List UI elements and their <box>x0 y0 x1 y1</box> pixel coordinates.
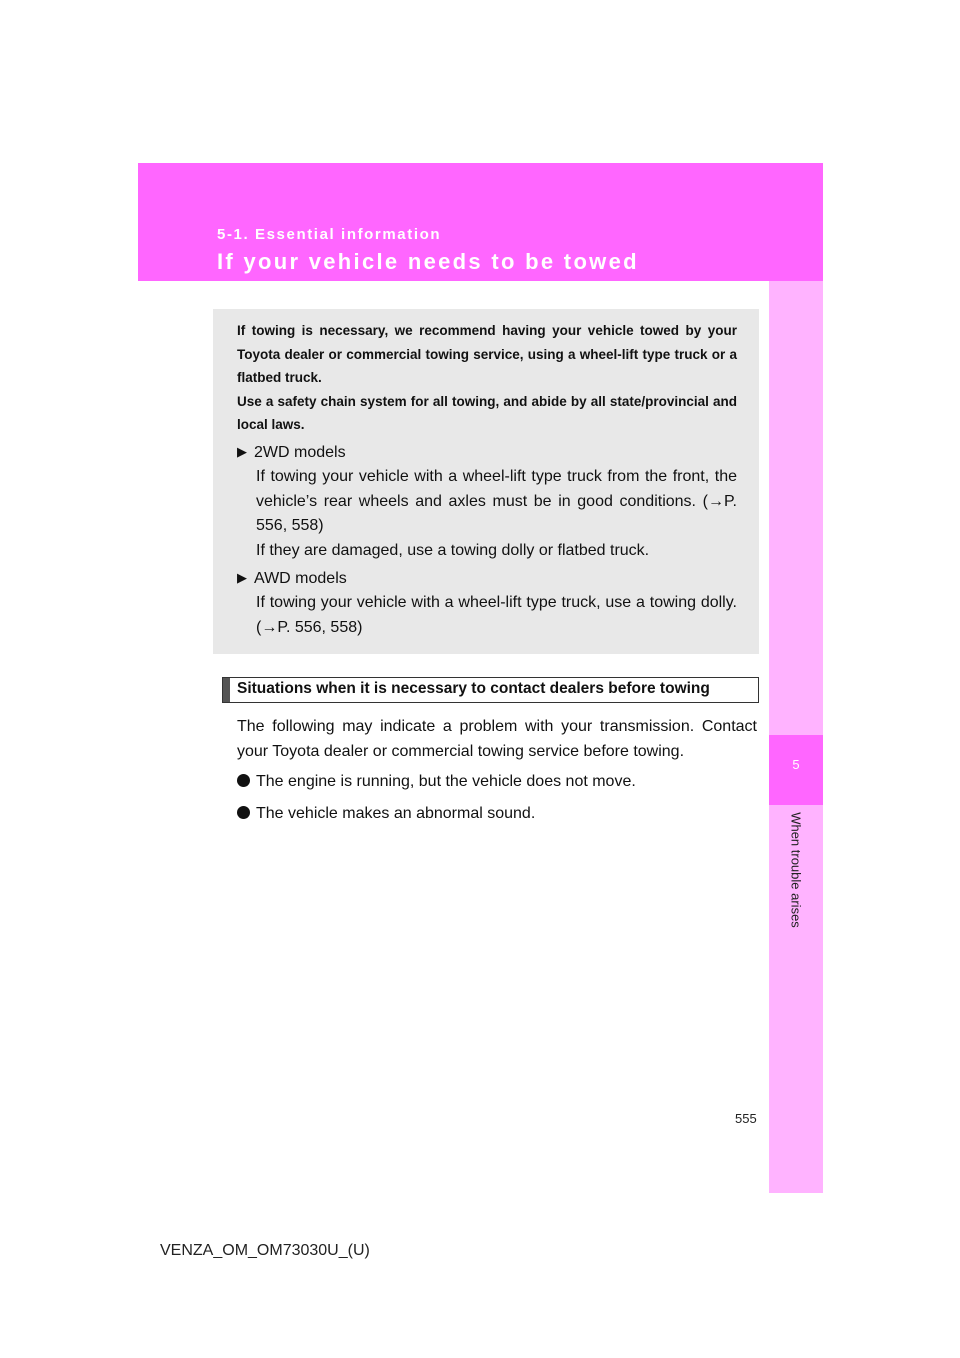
situation-title: Situations when it is necessary to contact dealers before towing <box>237 680 710 697</box>
model-2wd-heading <box>237 441 346 464</box>
model-2wd-paragraph: If towing your vehicle with a wheel-lift type truck from the front, the vehicle’s rear wheels and axles must be in good conditions. (→P. 556, 558) <box>256 468 737 534</box>
model-awd-title: AWD models <box>254 570 347 587</box>
list-item <box>237 803 535 825</box>
bullet-icon <box>237 774 250 787</box>
page-title: If your vehicle needs to be towed <box>217 249 639 274</box>
situation-heading <box>222 677 759 703</box>
bullet-text: The engine is running, but the vehicle does not move. <box>256 773 636 790</box>
situation-bar <box>223 678 230 702</box>
model-2wd-paragraph-2: If they are damaged, use a towing dolly or flatbed truck. <box>256 541 650 559</box>
intro-text <box>237 319 737 437</box>
model-2wd-title: 2WD models <box>254 444 346 461</box>
triangle-right-icon: ▶ <box>237 570 247 585</box>
model-2wd-text <box>256 465 737 563</box>
doc-code: VENZA_OM_OM73030U_(U) <box>160 1242 370 1259</box>
situation-body: The following may indicate a problem with your transmission. Contact your Toyota dealer or commercial towing service before towing. <box>237 718 757 760</box>
bullet-icon <box>237 806 250 819</box>
list-item <box>237 771 636 793</box>
page-number: 555 <box>735 1111 757 1126</box>
chapter-number: 5 <box>792 757 800 772</box>
intro-paragraph-2: Use a safety chain system for all towing, and abide by all state/provincial and local laws. <box>237 393 737 432</box>
model-awd-heading <box>237 567 347 590</box>
chapter-name: When trouble arises <box>788 812 804 928</box>
model-awd-text: If towing your vehicle with a wheel-lift type truck, use a towing dolly. (→P. 556, 558) <box>256 594 737 636</box>
intro-paragraph: If towing is necessary, we recommend having your vehicle towed by your Toyota dealer or commercial towing service, using a wheel-lift type truck or a flatbed truck. <box>237 323 737 385</box>
bullet-text: The vehicle makes an abnormal sound. <box>256 805 536 822</box>
triangle-right-icon: ▶ <box>237 444 247 459</box>
section-label: 5-1. Essential information <box>217 226 442 243</box>
